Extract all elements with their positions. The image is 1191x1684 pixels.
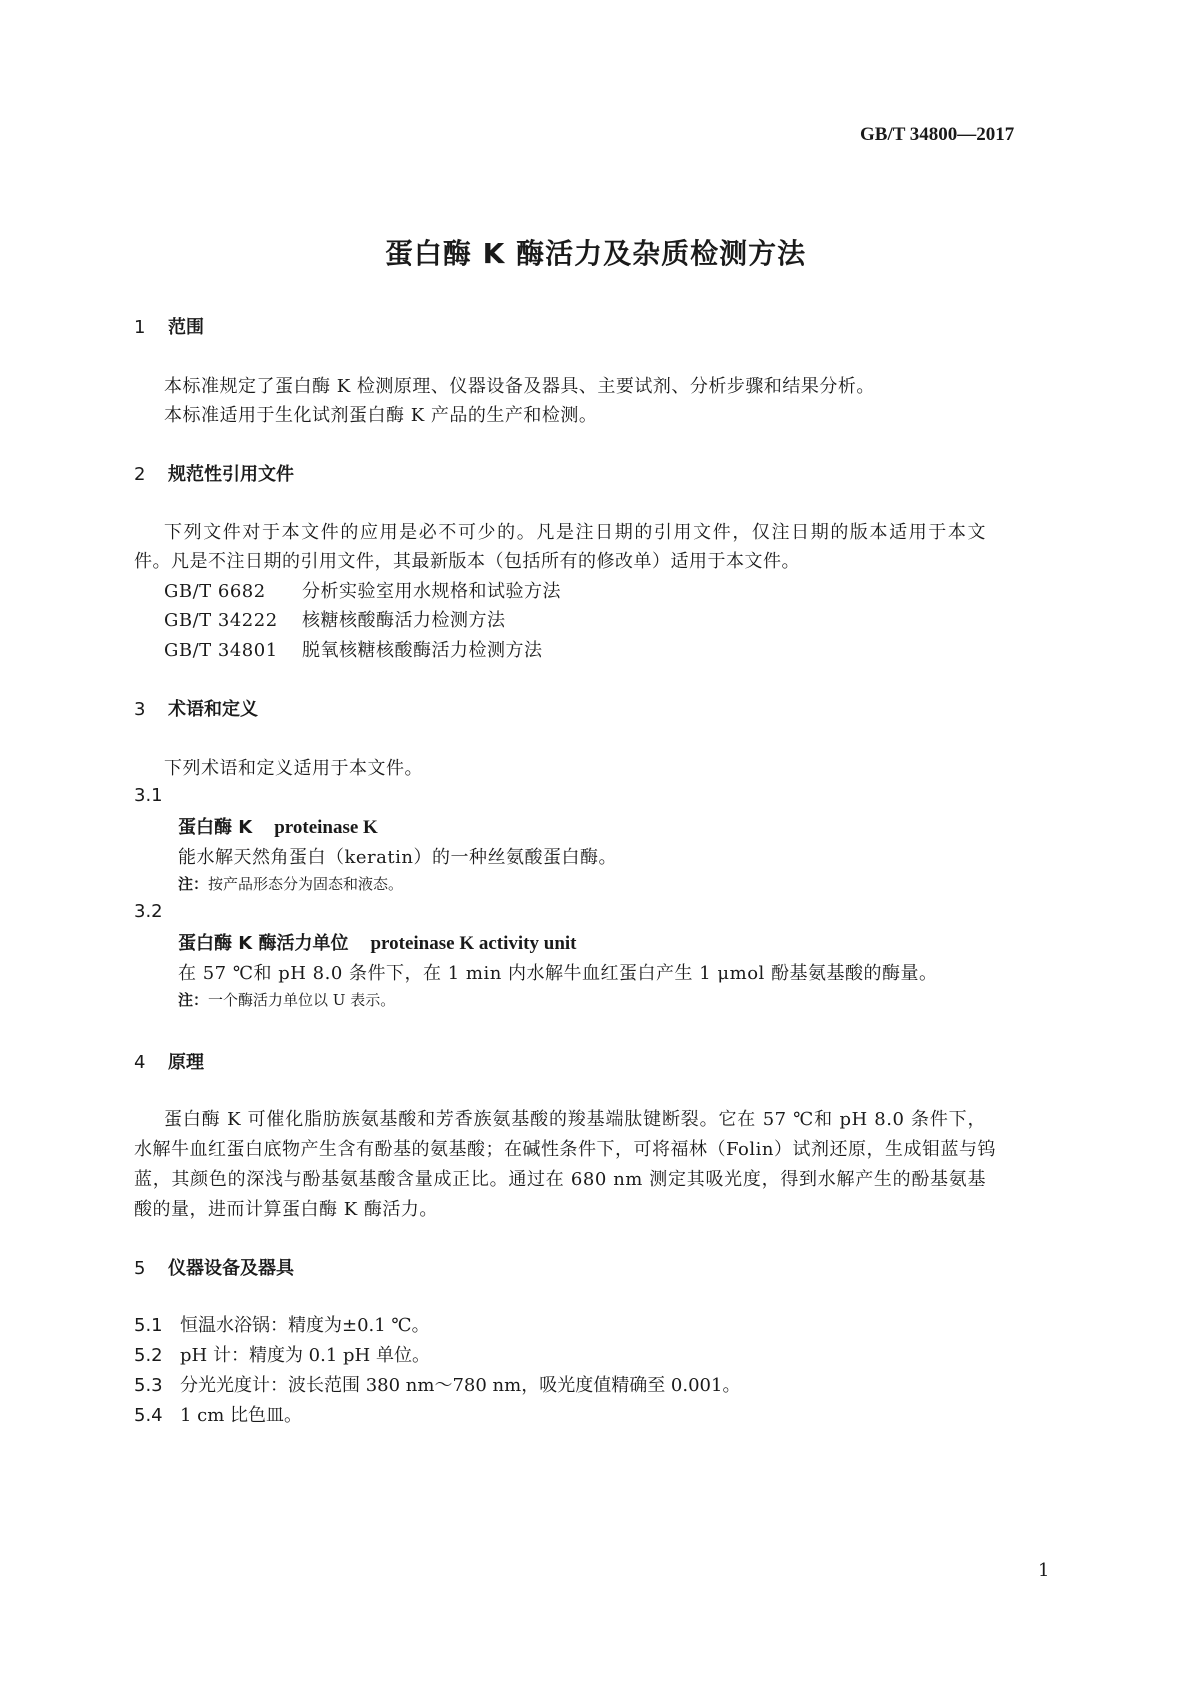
item-number: 5.3 [134,1375,163,1396]
paragraph-line: 蛋白酶 K 可催化脂肪族氨基酸和芳香族氨基酸的羧基端肽键断裂。它在 57 ℃和 pH 8.0 条件下， [164,1109,986,1130]
paragraph: 本标准适用于生化试剂蛋白酶 K 产品的生产和检测。 [164,405,598,426]
section-heading-3 [134,695,258,721]
section-title: 原理 [168,1052,204,1073]
paragraph: 下列术语和定义适用于本文件。 [164,758,423,779]
section-number: 3 [134,699,146,720]
note-text: 按产品形态分为固态和液态。 [208,875,404,893]
item-number: 5.2 [134,1345,163,1366]
page-number: 1 [1038,1560,1050,1581]
reference-title: 分析实验室用水规格和试验方法 [302,581,561,602]
reference-code: GB/T 34222 [164,610,278,631]
item-text: 分光光度计：波长范围 380 nm～780 nm，吸光度值精确至 0.001。 [180,1375,741,1396]
section-number: 1 [134,317,146,338]
reference-title: 核糖核酸酶活力检测方法 [302,610,506,631]
standard-number: GB/T 34800—2017 [860,124,1015,145]
paragraph: 件。凡是不注日期的引用文件，其最新版本（包括所有的修改单）适用于本文件。 [134,551,800,572]
list-item [134,1371,740,1397]
reference-item [164,606,506,632]
term-en: proteinase K activity unit [370,933,577,954]
reference-item [164,577,561,603]
list-item [134,1341,430,1367]
item-number: 5.4 [134,1405,163,1426]
paragraph: 本标准规定了蛋白酶 K 检测原理、仪器设备及器具、主要试剂、分析步骤和结果分析。 [164,376,875,397]
term-heading [178,929,577,955]
section-title: 术语和定义 [168,699,258,720]
term-definition: 在 57 ℃和 pH 8.0 条件下，在 1 min 内水解牛血红蛋白产生 1 μmol 酚基氨基酸的酶量。 [178,963,938,984]
section-title: 范围 [168,317,204,338]
section-heading-4 [134,1048,204,1074]
list-item [134,1401,302,1427]
section-number: 4 [134,1052,146,1073]
list-item [134,1311,430,1337]
reference-code: GB/T 34801 [164,640,278,661]
term-heading [178,813,378,839]
section-heading-5 [134,1254,294,1280]
item-number: 5.1 [134,1315,163,1336]
term-en: proteinase K [274,817,378,838]
paragraph-line: 蓝，其颜色的深浅与酚基氨基酸含量成正比。通过在 680 nm 测定其吸光度，得到水解产生的酚基氨基 [134,1169,986,1190]
note-text: 一个酶活力单位以 U 表示。 [208,991,396,1009]
note-label: 注： [178,875,209,893]
term-definition: 能水解天然角蛋白（keratin）的一种丝氨酸蛋白酶。 [178,847,617,868]
paragraph: 下列文件对于本文件的应用是必不可少的。凡是注日期的引用文件，仅注日期的版本适用于本文 [164,522,986,543]
section-heading-1 [134,313,204,339]
note-label: 注： [178,991,209,1009]
section-title: 规范性引用文件 [168,464,294,485]
term-cn: 蛋白酶 K [178,817,253,838]
paragraph-line: 水解牛血红蛋白底物产生含有酚基的氨基酸；在碱性条件下，可将福林（Folin）试剂还原，生成钼蓝与钨 [134,1139,996,1160]
reference-item [164,636,543,662]
item-text: 恒温水浴锅：精度为±0.1 ℃。 [180,1315,430,1336]
section-heading-2 [134,460,294,486]
term-number: 3.1 [134,785,163,806]
reference-title: 脱氧核糖核酸酶活力检测方法 [302,640,543,661]
term-cn: 蛋白酶 K 酶活力单位 [178,933,349,954]
paragraph-line: 酸的量，进而计算蛋白酶 K 酶活力。 [134,1199,438,1220]
section-number: 2 [134,464,146,485]
reference-code: GB/T 6682 [164,581,266,602]
term-number: 3.2 [134,901,163,922]
item-text: 1 cm 比色皿。 [180,1405,303,1426]
section-number: 5 [134,1258,146,1279]
item-text: pH 计：精度为 0.1 pH 单位。 [180,1345,430,1366]
term-note [178,989,395,1010]
document-title: 蛋白酶 K 酶活力及杂质检测方法 [384,237,807,270]
section-title: 仪器设备及器具 [168,1258,294,1279]
term-note [178,873,403,894]
